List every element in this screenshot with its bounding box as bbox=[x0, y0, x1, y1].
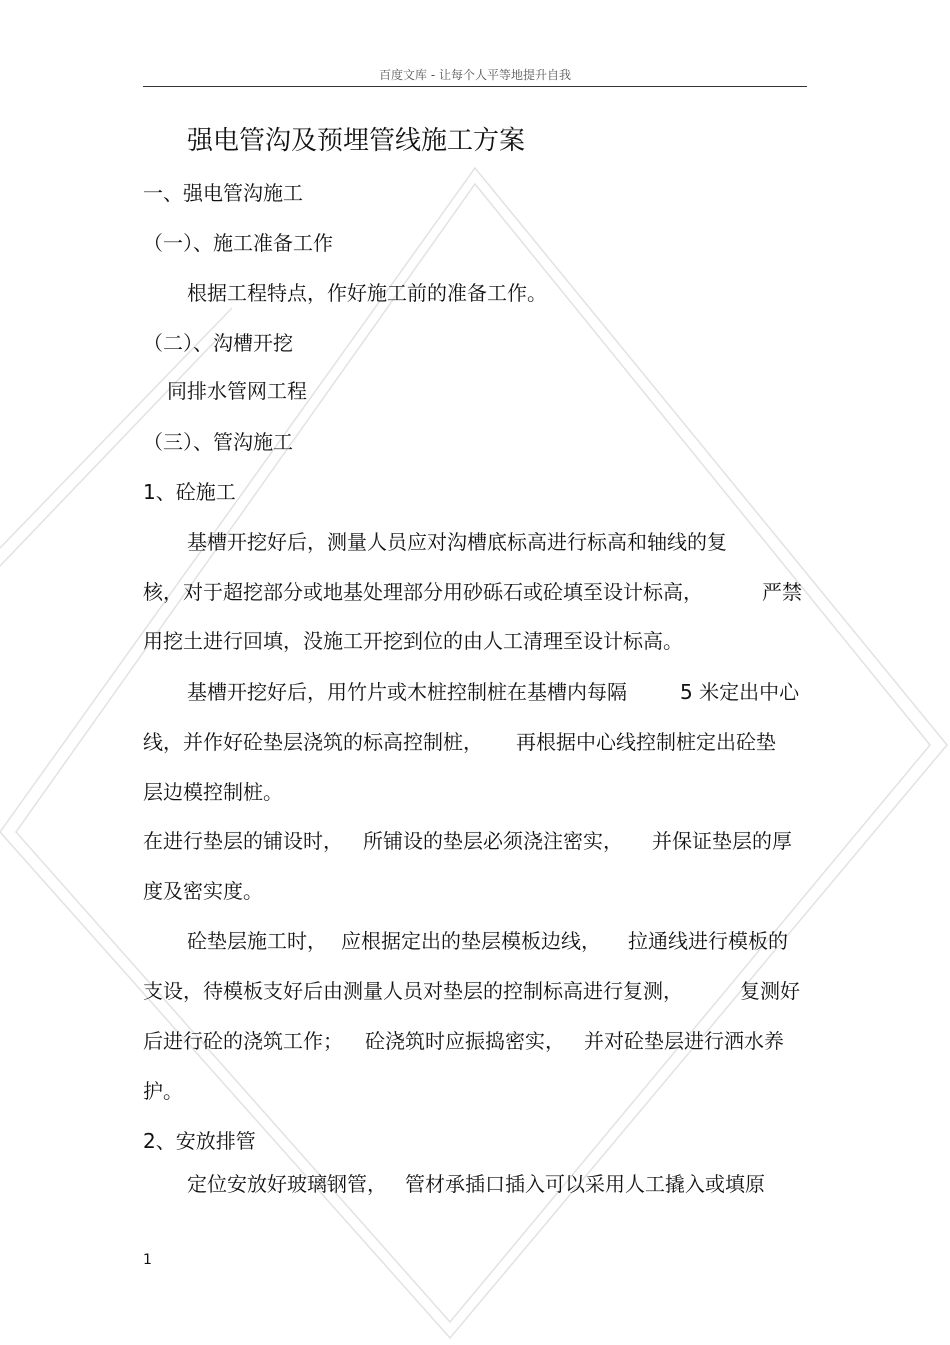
paragraph-4-line-2-end: 再根据中心线控制桩定出砼垫 bbox=[516, 730, 776, 754]
paragraph-5-line-1: 在进行垫层的铺设时， bbox=[143, 829, 343, 853]
paragraph-5-line-1-end: 并保证垫层的厚 bbox=[652, 829, 792, 853]
paragraph-6-line-1-mid: 应根据定出的垫层模板边线， bbox=[341, 929, 601, 953]
paragraph-6-line-1: 砼垫层施工时， bbox=[187, 929, 327, 953]
heading-2-2: （二）、沟槽开挖 bbox=[143, 331, 293, 355]
paragraph-6-line-3-mid: 砼浇筑时应振捣密实， bbox=[365, 1029, 565, 1053]
paragraph-2: 同排水管网工程 bbox=[167, 379, 307, 403]
heading-1: 一、强电管沟施工 bbox=[143, 181, 303, 205]
document-title: 强电管沟及预埋管线施工方案 bbox=[187, 126, 526, 156]
paragraph-4-line-1-end: 5 米定出中心 bbox=[680, 680, 800, 704]
page-header: 百度文库 - 让每个人平等地提升自我 bbox=[379, 68, 571, 82]
paragraph-4-line-1: 基槽开挖好后，用竹片或木桩控制桩在基槽内每隔 bbox=[187, 680, 627, 704]
paragraph-4-line-3: 层边模控制桩。 bbox=[143, 780, 283, 804]
heading-3-2: 2、安放排管 bbox=[143, 1129, 256, 1153]
paragraph-3-line-1: 基槽开挖好后，测量人员应对沟槽底标高进行标高和轴线的复 bbox=[187, 530, 727, 554]
heading-2-3: （三）、管沟施工 bbox=[143, 430, 293, 454]
paragraph-6-line-3-end: 并对砼垫层进行洒水养 bbox=[584, 1029, 784, 1053]
heading-2-1: （一）、施工准备工作 bbox=[143, 231, 333, 255]
paragraph-7-line-1-end: 管材承插口插入可以采用人工撬入或填原 bbox=[405, 1172, 765, 1196]
paragraph-4-line-2: 线，并作好砼垫层浇筑的标高控制桩， bbox=[143, 730, 483, 754]
paragraph-6-line-4: 护。 bbox=[143, 1079, 183, 1103]
paragraph-6-line-1-end: 拉通线进行模板的 bbox=[628, 929, 788, 953]
paragraph-5-line-1-mid: 所铺设的垫层必须浇注密实， bbox=[363, 829, 623, 853]
paragraph-6-line-2-end: 复测好 bbox=[740, 979, 800, 1003]
paragraph-7-line-1: 定位安放好玻璃钢管， bbox=[187, 1172, 387, 1196]
paragraph-6-line-3: 后进行砼的浇筑工作； bbox=[143, 1029, 343, 1053]
paragraph-3-line-2: 核，对于超挖部分或地基处理部分用砂砾石或砼填至设计标高， bbox=[143, 580, 703, 604]
heading-3-1: 1、砼施工 bbox=[143, 480, 236, 504]
page-number: 1 bbox=[143, 1252, 152, 1268]
paragraph-3-line-2-end: 严禁 bbox=[762, 580, 802, 604]
paragraph-1: 根据工程特点，作好施工前的准备工作。 bbox=[187, 281, 547, 305]
header-divider bbox=[143, 86, 807, 87]
paragraph-3-line-3: 用挖土进行回填，没施工开挖到位的由人工清理至设计标高。 bbox=[143, 629, 683, 653]
paragraph-5-line-2: 度及密实度。 bbox=[143, 879, 263, 903]
paragraph-6-line-2: 支设，待模板支好后由测量人员对垫层的控制标高进行复测， bbox=[143, 979, 683, 1003]
